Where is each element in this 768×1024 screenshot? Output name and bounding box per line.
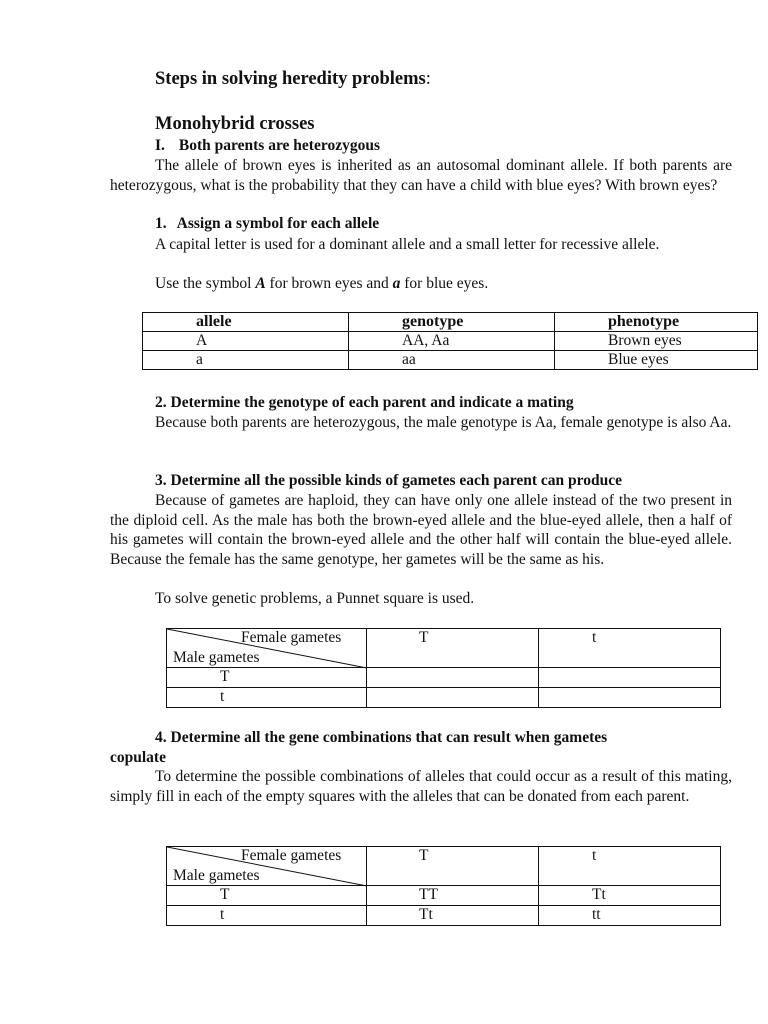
table-cell: Brown eyes bbox=[555, 332, 758, 351]
table-row bbox=[143, 332, 758, 351]
punnett-corner-cell bbox=[167, 629, 367, 668]
section-heading: Monohybrid crosses bbox=[155, 114, 315, 134]
punnett-row bbox=[167, 886, 721, 906]
header-phenotype: phenotype bbox=[555, 313, 758, 332]
subsection-heading: I. Both parents are heterozygous bbox=[155, 137, 380, 154]
table-cell: A bbox=[143, 332, 349, 351]
male-gamete-row-label: T bbox=[167, 886, 367, 906]
step2-heading: 2. Determine the genotype of each parent and indicate a mating bbox=[155, 394, 574, 411]
step4-paragraph: To determine the possible combinations of alleles that could occur as a result of this mating, simply fill in each of the empty squares with the alleles that can be donated from each parent. bbox=[110, 768, 732, 805]
punnett-row bbox=[167, 668, 721, 688]
step4-heading-line2: copulate bbox=[110, 749, 166, 766]
symbol-usage-line: Use the symbol A for brown eyes and a for blue eyes. bbox=[155, 275, 489, 292]
table-cell: aa bbox=[349, 351, 555, 370]
step3-paragraph: Because of gametes are haploid, they can have only one allele instead of the two present in the diploid cell. As the male has both the brown-eyed allele and the blue-eyed allele, then a half of his gametes will contain the brown-eyed allele and the other half will contain the blue-eyed allele. Because the female has the same genotype, her gametes will be the same as his. bbox=[110, 492, 732, 568]
female-gamete-col: T bbox=[367, 847, 539, 886]
intro-paragraph: The allele of brown eyes is inherited as an autosomal dominant allele. If both parents are heterozygous, what is the probability that they can have a child with blue eyes? With brown eyes? bbox=[110, 157, 732, 194]
table-cell: AA, Aa bbox=[349, 332, 555, 351]
table-cell: Blue eyes bbox=[555, 351, 758, 370]
punnett-row bbox=[167, 906, 721, 926]
male-gamete-row-label: t bbox=[167, 906, 367, 926]
punnett-header-row bbox=[167, 847, 721, 886]
step3-heading: 3. Determine all the possible kinds of gametes each parent can produce bbox=[155, 472, 622, 489]
male-gamete-row-label: t bbox=[167, 688, 367, 708]
punnett-cell bbox=[367, 688, 539, 708]
header-allele: allele bbox=[143, 313, 349, 332]
punnett-corner-cell bbox=[167, 847, 367, 886]
table-row bbox=[143, 351, 758, 370]
punnett-header-row bbox=[167, 629, 721, 668]
female-gamete-col: T bbox=[367, 629, 539, 668]
female-gametes-label: Female gametes bbox=[241, 629, 342, 646]
punnett-cell: TT bbox=[367, 886, 539, 906]
male-gametes-label: Male gametes bbox=[173, 649, 260, 666]
punnett-cell: Tt bbox=[367, 906, 539, 926]
punnett-cell: Tt bbox=[539, 886, 721, 906]
punnett-intro-line: To solve genetic problems, a Punnet square is used. bbox=[155, 590, 475, 607]
document-title: Steps in solving heredity problems: bbox=[155, 69, 431, 89]
step4-heading-line1: 4. Determine all the gene combinations that can result when gametes bbox=[155, 729, 608, 746]
female-gamete-col: t bbox=[539, 629, 721, 668]
punnett-square-filled bbox=[166, 846, 721, 926]
allele-table bbox=[142, 312, 758, 370]
female-gamete-col: t bbox=[539, 847, 721, 886]
female-gametes-label: Female gametes bbox=[241, 847, 342, 864]
punnett-cell: tt bbox=[539, 906, 721, 926]
step2-paragraph: Because both parents are heterozygous, the male genotype is Aa, female genotype is also Aa. bbox=[155, 414, 732, 431]
punnett-row bbox=[167, 688, 721, 708]
table-header-row bbox=[143, 313, 758, 332]
punnett-cell bbox=[367, 668, 539, 688]
step1-heading: 1. Assign a symbol for each allele bbox=[155, 215, 380, 232]
step1-paragraph: A capital letter is used for a dominant allele and a small letter for recessive allele. bbox=[155, 236, 660, 253]
punnett-cell bbox=[539, 668, 721, 688]
table-cell: a bbox=[143, 351, 349, 370]
male-gametes-label: Male gametes bbox=[173, 867, 260, 884]
male-gamete-row-label: T bbox=[167, 668, 367, 688]
header-genotype: genotype bbox=[349, 313, 555, 332]
punnett-square-empty bbox=[166, 628, 721, 708]
punnett-cell bbox=[539, 688, 721, 708]
